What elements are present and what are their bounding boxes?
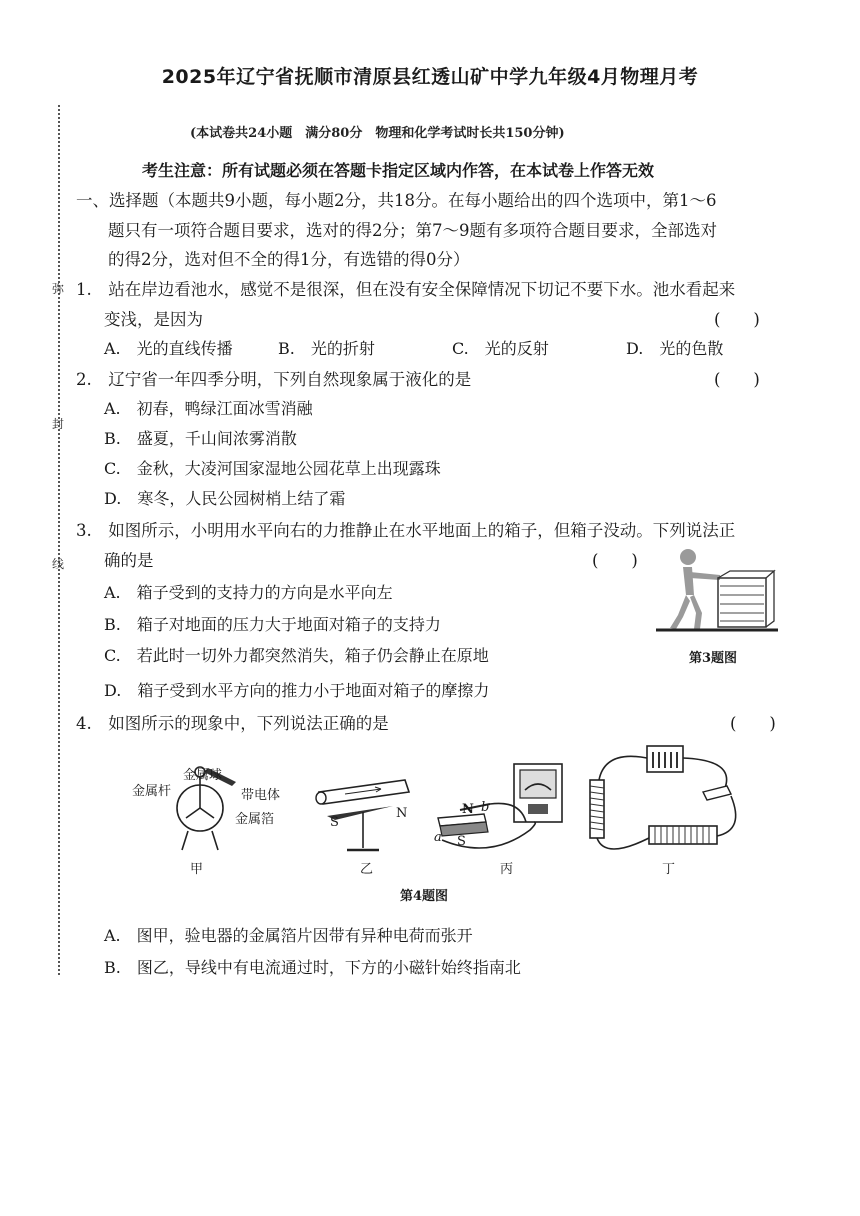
q4-answer-paren: ( ): [730, 714, 776, 733]
label-n-yi: N: [396, 806, 408, 821]
q3-option-b: B. 箱子对地面的压力大于地面对箱子的支持力: [104, 615, 441, 634]
q3-stem-line2: 确的是: [104, 551, 154, 570]
q1-option-b: B. 光的折射: [278, 339, 375, 358]
exam-title: 2025年辽宁省抚顺市清原县红透山矿中学九年级4月物理月考: [161, 66, 699, 88]
label-metal-foil: 金属箔: [235, 812, 275, 827]
q3-figure-caption: 第3题图: [689, 651, 738, 666]
label-charged-body: 带电体: [241, 788, 281, 803]
q3-option-a: A. 箱子受到的支持力的方向是水平向左: [104, 583, 393, 602]
margin-char-xian: 线: [52, 557, 65, 571]
q4-option-b: B. 图乙，导线中有电流通过时，下方的小磁针始终指南北: [104, 958, 521, 977]
q4-option-a: A. 图甲，验电器的金属箔片因带有异种电荷而张开: [104, 926, 473, 945]
label-metal-ball: 金属球: [183, 768, 223, 783]
q2-option-c: C. 金秋，大凌河国家湿地公园花草上出现露珠: [104, 459, 441, 478]
exam-notice: 考生注意：所有试题必须在答题卡指定区域内作答，在本试卷上作答无效: [142, 161, 655, 180]
q2-option-a: A. 初春，鸭绿江面冰雪消融: [104, 399, 313, 418]
q2-option-d: D. 寒冬，人民公园树梢上结了霜: [104, 489, 346, 508]
q3-stem-line1: 3. 如图所示，小明用水平向右的力推静止在水平地面上的箱子，但箱子没动。下列说法正: [76, 521, 736, 540]
margin-char-feng: 封: [52, 417, 65, 431]
label-s-bing: S: [457, 834, 466, 849]
q3-option-d: D. 箱子受到水平方向的推力小于地面对箱子的摩擦力: [104, 681, 490, 700]
q1-stem-line1: 1. 站在岸边看池水，感觉不是很深，但在没有安全保障情况下切记不要下水。池水看起来: [76, 280, 736, 299]
q4-figure-galvanometer: [430, 760, 580, 860]
label-yi: 乙: [360, 862, 374, 877]
q1-option-c: C. 光的反射: [452, 339, 549, 358]
section-header-line1: 一、选择题（本题共9小题，每小题2分，共18分。在每小题给出的四个选项中，第1～6: [76, 191, 717, 210]
q1-answer-paren: ( ): [714, 310, 760, 329]
section-header-line2: 题只有一项符合题目要求，选对的得2分；第7～9题有多项符合题目要求，全部选对: [108, 221, 717, 240]
q1-option-a: A. 光的直线传播: [104, 339, 233, 358]
q2-answer-paren: ( ): [714, 370, 760, 389]
binding-margin-line: [58, 105, 60, 975]
q1-option-d: D. 光的色散: [626, 339, 724, 358]
label-bing: 丙: [500, 862, 514, 877]
q3-answer-paren: ( ): [592, 551, 638, 570]
box-figure: [718, 571, 774, 627]
margin-char-mi: 弥: [52, 282, 65, 296]
q2-option-b: B. 盛夏，千山间浓雾消散: [104, 429, 297, 448]
label-jia: 甲: [190, 862, 204, 877]
q1-stem-line2: 变浅，是因为: [104, 310, 203, 329]
q3-option-c: C. 若此时一切外力都突然消失，箱子仍会静止在原地: [104, 646, 489, 665]
label-s-yi: S: [330, 815, 339, 830]
q4-figure-caption: 第4题图: [400, 889, 449, 904]
q4-figure-wire-needle: [305, 770, 430, 860]
q4-stem: 4. 如图所示的现象中，下列说法正确的是: [76, 714, 389, 733]
label-b-bing: b: [481, 800, 490, 815]
person-figure: [670, 549, 720, 629]
label-a-bing: a: [434, 830, 442, 845]
label-n-bing: N: [462, 802, 474, 817]
q4-figure-electromagnet-circuit: [585, 740, 755, 862]
exam-subtitle: (本试卷共24小题 满分80分 物理和化学考试时长共150分钟): [190, 126, 565, 141]
label-ding: 丁: [662, 862, 676, 877]
label-metal-rod: 金属杆: [132, 784, 172, 799]
q2-stem: 2. 辽宁省一年四季分明，下列自然现象属于液化的是: [76, 370, 472, 389]
section-header-line3: 的得2分，选对但不全的得1分，有选错的得0分）: [108, 250, 470, 269]
q3-figure: [650, 545, 780, 637]
